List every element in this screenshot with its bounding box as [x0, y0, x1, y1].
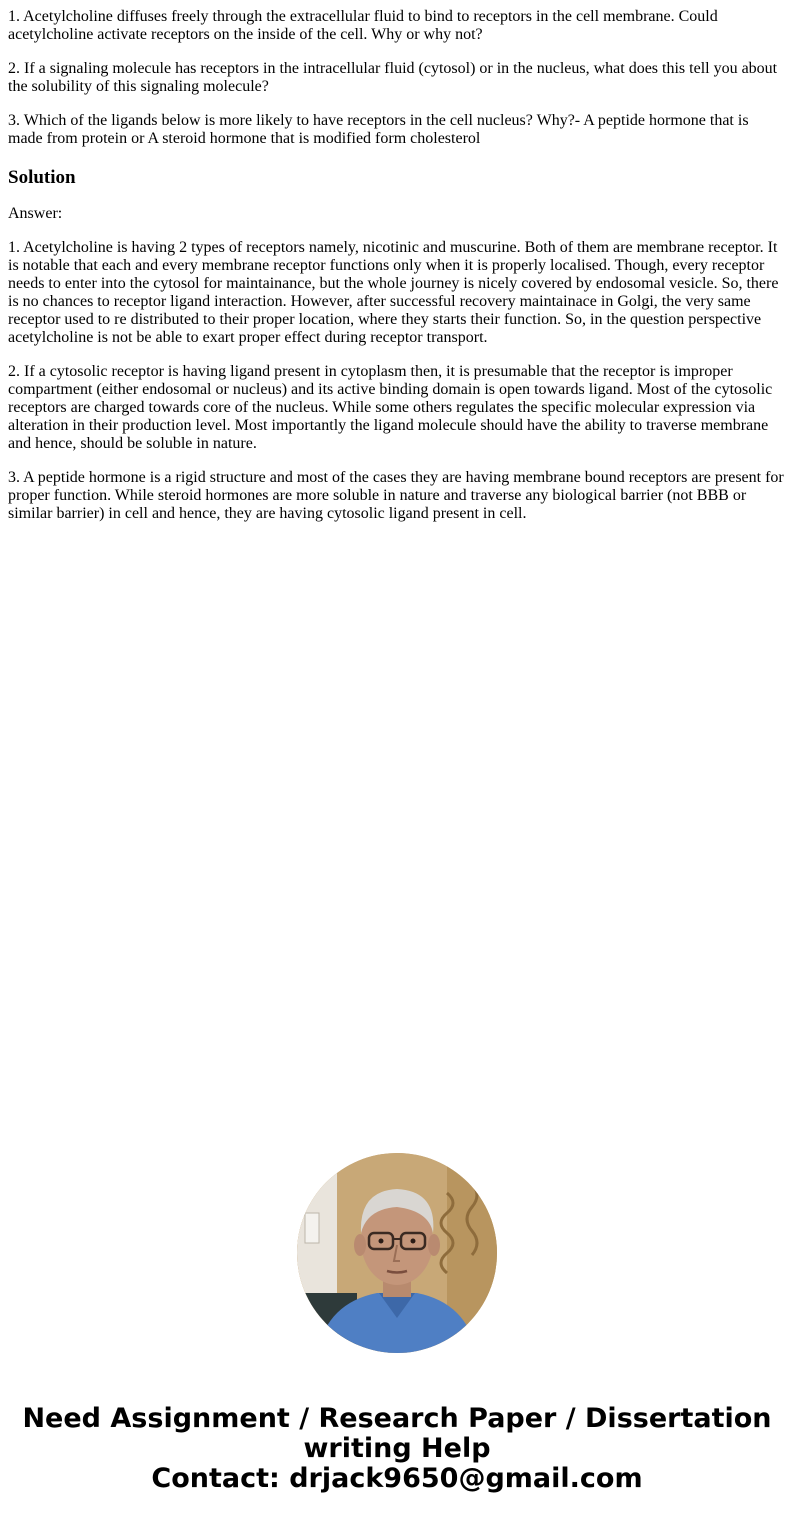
question-1: 1. Acetylcholine diffuses freely through the extracellular fluid to bind to receptors in the cell membrane. Could acetylcholine activate receptors on the inside of the cell. Why or why not? [8, 8, 718, 43]
question-2: 2. If a signaling molecule has receptors in the intracellular fluid (cytosol) or in the nucleus, what does this tell you about the solubility of this signaling molecule? [8, 60, 778, 95]
question-3: 3. Which of the ligands below is more likely to have receptors in the cell nucleus? Why?- A peptide hormone that is made from protein or A steroid hormone that is modified form cholesterol [8, 112, 749, 147]
answer-label: Answer: [8, 205, 63, 222]
document-content [8, 8, 786, 539]
answer-3: 3. A peptide hormone is a rigid structure and most of the cases they are having membrane bound receptors are present for proper function. While steroid hormones are more soluble in nature and traverse any biological barrier (not BBB or similar barrier) in cell and hence, they are having cytosolic ligand present in cell. [8, 469, 784, 522]
solution-heading: Solution [8, 167, 76, 188]
footer-contact-email: Contact: drjack9650@gmail.com [151, 1463, 643, 1494]
answer-2: 2. If a cytosolic receptor is having ligand present in cytoplasm then, it is presumable that the receptor is improper compartment (either endosomal or nucleus) and its active binding domain is open towards ligand. Most of the cytosolic receptors are charged towards core of the nucleus. While some others regulates the specific molecular expression via alteration in their production level. Most importantly the ligand molecule should have the ability to traverse membrane and hence, should be soluble in nature. [8, 363, 773, 452]
person-portrait-icon [297, 1153, 497, 1353]
footer-contact [0, 1404, 794, 1494]
footer-help-text: Need Assignment / Research Paper / Dissertation writing Help [22, 1403, 772, 1464]
avatar-photo [297, 1153, 497, 1353]
answer-1: 1. Acetylcholine is having 2 types of receptors namely, nicotinic and muscurine. Both of them are membrane receptor. It is notable that each and every membrane receptor functions only when it is properly localised. Though, every receptor needs to enter into the cytosol for maintainance, but the whole journey is nicely covered by endosomal vesicle. So, there is no chances to receptor ligand interaction. However, after successful recovery maintainace in Golgi, the very same receptor used to re distributed to their proper location, where they starts their function. So, in the question perspective acetylcholine is not be able to exart proper effect during receptor transport. [8, 239, 779, 346]
